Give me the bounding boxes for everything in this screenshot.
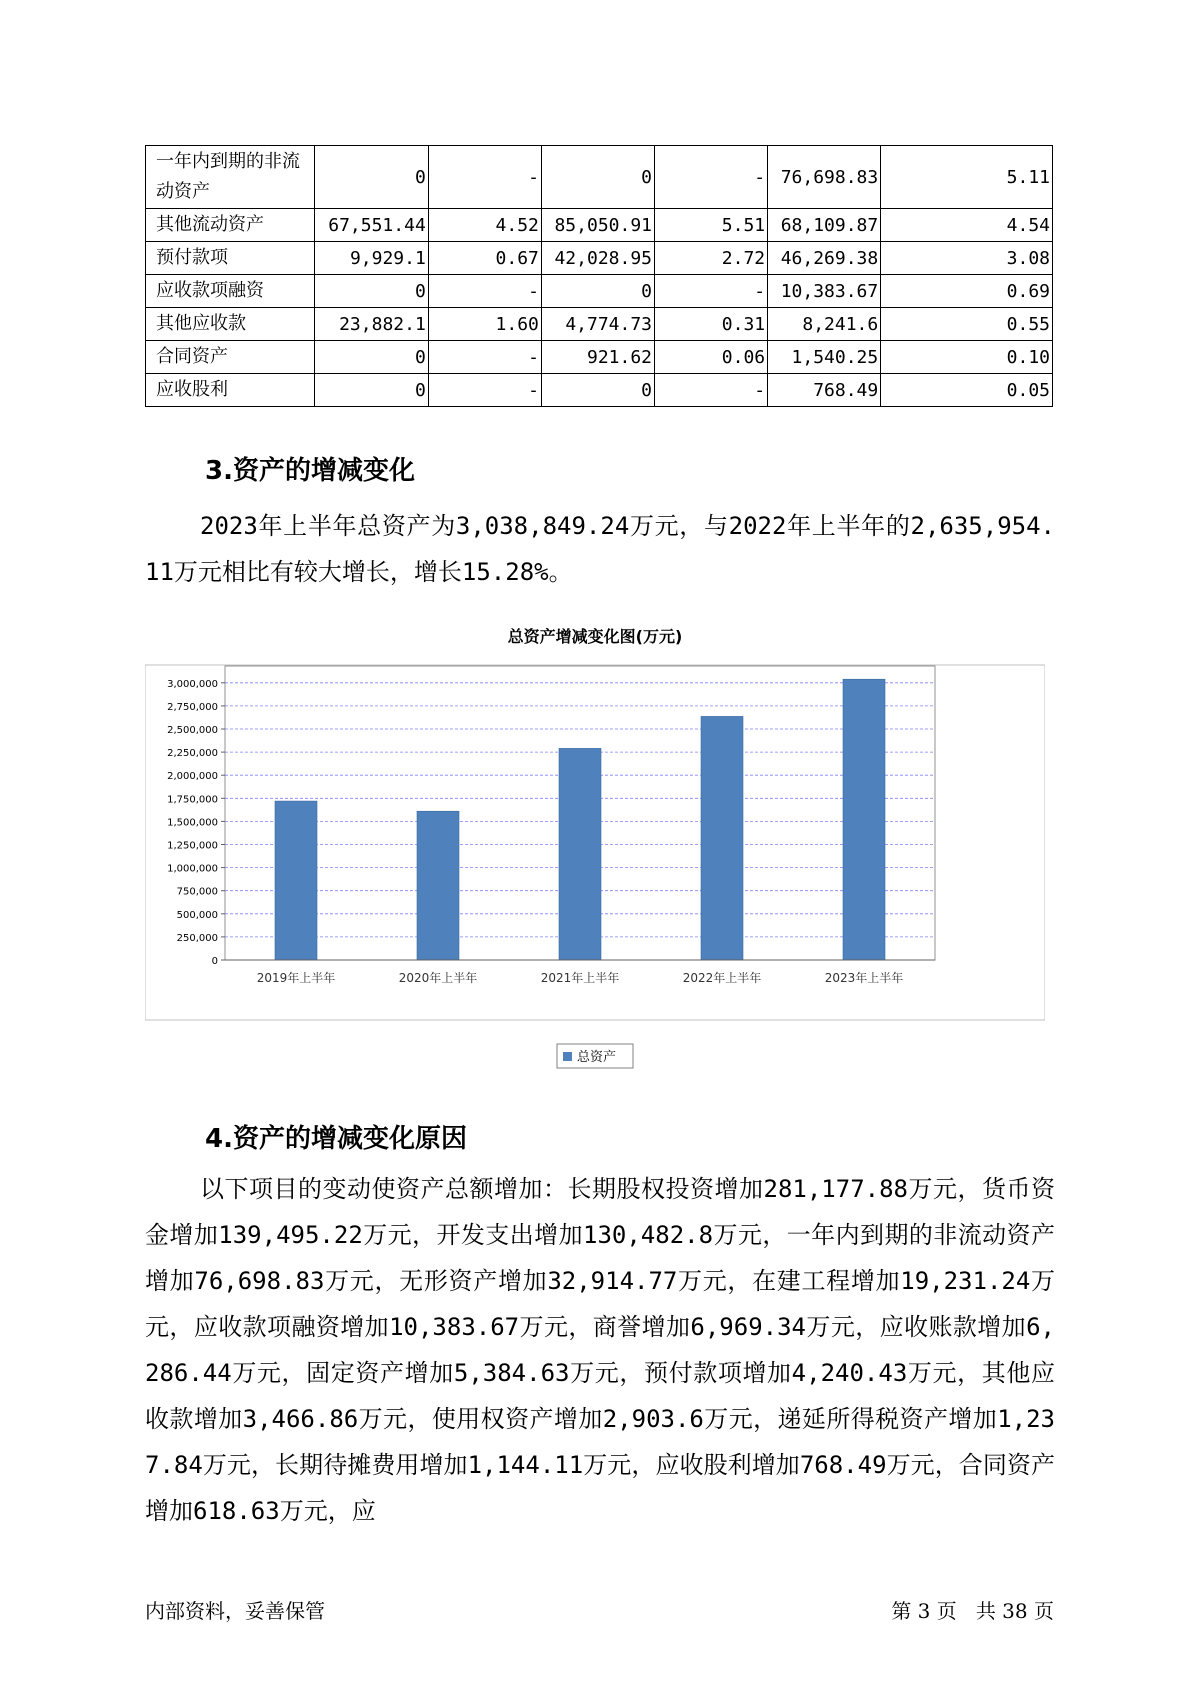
y-tick-label: 1,500,000	[167, 817, 218, 829]
total-assets-chart	[145, 620, 1045, 1080]
table-cell: 0.69	[881, 275, 1053, 308]
table-cell: 0	[314, 341, 428, 374]
y-tick-label: 3,000,000	[167, 678, 218, 690]
table-cell: 68,109.87	[768, 209, 881, 242]
table-row	[146, 308, 1053, 341]
table-cell: -	[428, 374, 541, 407]
row-label: 应收款项融资	[146, 275, 315, 308]
table-cell: 42,028.95	[541, 242, 654, 275]
y-tick-label: 1,000,000	[167, 863, 218, 875]
footer-confidential: 内部资料，妥善保管	[145, 1599, 325, 1623]
table-cell: -	[655, 275, 768, 308]
table-cell: 1,540.25	[768, 341, 881, 374]
table-cell: 921.62	[541, 341, 654, 374]
table-cell: 0.67	[428, 242, 541, 275]
section3-heading: 3.资产的增减变化	[205, 456, 415, 486]
x-tick-label: 2020年上半年	[398, 971, 478, 985]
chart-legend	[557, 1044, 633, 1068]
y-tick-label: 1,250,000	[167, 840, 218, 852]
row-label: 一年内到期的非流动资产	[146, 146, 315, 209]
table-cell: 46,269.38	[768, 242, 881, 275]
row-label: 合同资产	[146, 341, 315, 374]
table-cell: 85,050.91	[541, 209, 654, 242]
table-cell: 5.11	[881, 146, 1053, 209]
table-cell: 4.54	[881, 209, 1053, 242]
table-row	[146, 341, 1053, 374]
table-cell: -	[655, 146, 768, 209]
table-row	[146, 275, 1053, 308]
y-tick-label: 500,000	[176, 909, 218, 921]
table-cell: 2.72	[655, 242, 768, 275]
table-row	[146, 146, 1053, 209]
section4-paragraph: 以下项目的变动使资产总额增加：长期股权投资增加281,177.88万元，货币资金增加139,495.22万元，开发支出增加130,482.8万元，一年内到期的非流动资产增加76,698.83万元，无形资产增加32,914.77万元，在建工程增加19,231.24万元，应收款项融资增加10,383.67万元，商誉增加6,969.34万元，应收账款增加6,286.44万元，固定资产增加5,384.63万元，预付款项增加4,240.43万元，其他应收款增加3,466.86万元，使用权资产增加2,903.6万元，递延所得税资产增加1,237.84万元，长期待摊费用增加1,144.11万元，应收股利增加768.49万元，合同资产增加618.63万元，应	[145, 1175, 1055, 1525]
x-tick-label: 2021年上半年	[540, 971, 620, 985]
section4-heading: 4.资产的增减变化原因	[205, 1124, 467, 1154]
table-cell: 0.06	[655, 341, 768, 374]
bar-2019年上半年	[275, 801, 317, 960]
footer-page-number: 第 3 页 共 38 页	[891, 1599, 1054, 1623]
table-cell: -	[428, 146, 541, 209]
bar-2023年上半年	[843, 679, 885, 960]
table-cell: 4.52	[428, 209, 541, 242]
row-label: 其他流动资产	[146, 209, 315, 242]
y-tick-label: 750,000	[176, 886, 218, 898]
bar-2021年上半年	[559, 748, 601, 960]
table-cell: 76,698.83	[768, 146, 881, 209]
section3-paragraph: 2023年上半年总资产为3,038,849.24万元，与2022年上半年的2,635,954.11万元相比有较大增长，增长15.28%。	[145, 512, 1055, 586]
table-cell: 67,551.44	[314, 209, 428, 242]
y-tick-label: 2,000,000	[167, 771, 218, 783]
table-cell: 10,383.67	[768, 275, 881, 308]
table-cell: 0	[541, 275, 654, 308]
row-label: 应收股利	[146, 374, 315, 407]
legend-swatch	[563, 1052, 572, 1061]
y-tick-label: 1,750,000	[167, 794, 218, 806]
table-cell: 9,929.1	[314, 242, 428, 275]
table-cell: 0	[314, 275, 428, 308]
y-tick-label: 2,500,000	[167, 725, 218, 736]
legend-label: 总资产	[577, 1050, 617, 1065]
table-cell: 5.51	[655, 209, 768, 242]
table-cell: 0	[541, 374, 654, 407]
table-row	[146, 242, 1053, 275]
x-tick-label: 2023年上半年	[824, 971, 904, 985]
table-cell: 4,774.73	[541, 308, 654, 341]
table-cell: 0	[541, 146, 654, 209]
table-cell: 0.05	[881, 374, 1053, 407]
table-row	[146, 374, 1053, 407]
row-label: 其他应收款	[146, 308, 315, 341]
table-cell: 0.10	[881, 341, 1053, 374]
y-tick-label: 0	[211, 956, 218, 967]
table-cell: -	[655, 374, 768, 407]
table-row	[146, 209, 1053, 242]
asset-table	[145, 145, 1053, 407]
x-tick-label: 2019年上半年	[256, 971, 336, 985]
table-cell: 0	[314, 374, 428, 407]
bar-2022年上半年	[701, 716, 743, 960]
table-cell: -	[428, 275, 541, 308]
chart-title: 总资产增减变化图(万元)	[507, 627, 683, 646]
table-cell: -	[428, 341, 541, 374]
table-cell: 3.08	[881, 242, 1053, 275]
table-cell: 1.60	[428, 308, 541, 341]
y-tick-label: 250,000	[176, 932, 218, 944]
x-tick-label: 2022年上半年	[682, 971, 762, 985]
bar-2020年上半年	[417, 811, 459, 960]
y-tick-label: 2,750,000	[167, 701, 218, 713]
table-cell: 8,241.6	[768, 308, 881, 341]
table-cell: 23,882.1	[314, 308, 428, 341]
table-cell: 0	[314, 146, 428, 209]
table-cell: 0.55	[881, 308, 1053, 341]
table-cell: 768.49	[768, 374, 881, 407]
table-cell: 0.31	[655, 308, 768, 341]
y-tick-label: 2,250,000	[167, 748, 218, 760]
row-label: 预付款项	[146, 242, 315, 275]
